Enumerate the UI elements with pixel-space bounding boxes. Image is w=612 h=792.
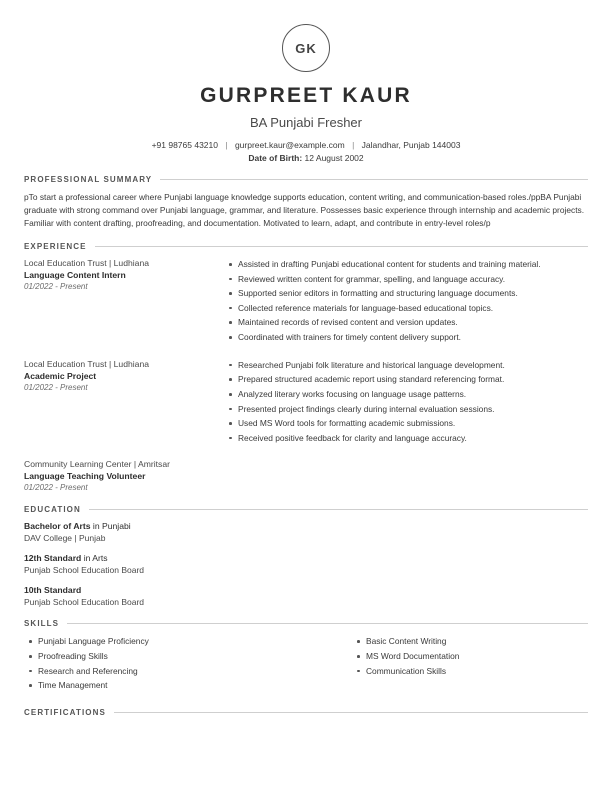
section-heading	[24, 242, 588, 251]
experience-bullet: Assisted in drafting Punjabi educational content for students and training material.	[238, 258, 588, 271]
experience-organization: Local Education Trust | Ludhiana	[24, 258, 150, 269]
education-degree-name: 10th Standard	[24, 585, 82, 596]
section-divider	[89, 509, 588, 510]
section-heading	[24, 175, 588, 184]
dob-label: Date of Birth:	[248, 153, 303, 163]
experience-bullet: Coordinated with trainers for timely content delivery support.	[238, 331, 588, 344]
section-certifications	[24, 708, 588, 717]
experience-role: Language Teaching Volunteer	[24, 471, 146, 482]
experience-dates: 01/2022 - Present	[24, 382, 88, 392]
education-school: DAV College | Punjab	[24, 533, 106, 544]
section-professional-summary	[24, 175, 588, 230]
experience-item	[24, 459, 588, 492]
skill-item: Proofreading Skills	[38, 650, 296, 663]
section-title-experience: EXPERIENCE	[24, 242, 87, 252]
date-of-birth	[24, 153, 588, 163]
section-heading	[24, 708, 588, 717]
experience-item	[24, 258, 588, 346]
section-experience	[24, 242, 588, 492]
experience-meta	[24, 359, 224, 447]
experience-details	[224, 359, 588, 447]
contact-email: gurpreet.kaur@example.com	[234, 140, 345, 150]
experience-bullet: Reviewed written content for grammar, spelling, and language accuracy.	[238, 273, 588, 286]
experience-role: Language Content Intern	[24, 270, 126, 281]
section-title-certifications: CERTIFICATIONS	[24, 707, 106, 717]
contact-separator: |	[225, 140, 228, 150]
education-item	[24, 553, 588, 575]
section-education	[24, 505, 588, 607]
experience-meta	[24, 258, 224, 346]
education-degree-name: Bachelor of Arts	[24, 521, 91, 532]
contact-location: Jalandhar, Punjab 144003	[361, 140, 461, 150]
experience-bullet: Researched Punjabi folk literature and historical language development.	[238, 359, 588, 372]
experience-dates: 01/2022 - Present	[24, 483, 88, 493]
skill-item: Time Management	[38, 679, 296, 692]
experience-bullet-list	[224, 258, 588, 344]
education-item	[24, 585, 588, 607]
experience-bullet: Prepared structured academic report using standard referencing format.	[238, 373, 588, 386]
education-degree	[24, 521, 588, 531]
education-item	[24, 521, 588, 543]
candidate-title: BA Punjabi Fresher	[249, 115, 362, 130]
experience-meta	[24, 459, 224, 492]
section-divider	[114, 712, 588, 713]
section-heading	[24, 619, 588, 628]
education-school: Punjab School Education Board	[24, 565, 145, 576]
monogram-avatar	[282, 24, 330, 72]
education-degree-field: in Arts	[81, 553, 108, 564]
skill-item: MS Word Documentation	[366, 650, 578, 663]
skills-columns	[24, 635, 588, 693]
resume-header	[24, 18, 588, 163]
candidate-name: GURPREET KAUR	[200, 84, 412, 107]
section-divider	[160, 179, 588, 180]
experience-role: Academic Project	[24, 370, 97, 381]
experience-organization: Local Education Trust | Ludhiana	[24, 358, 150, 369]
experience-bullet: Received positive feedback for clarity and language accuracy.	[238, 432, 588, 445]
experience-bullet-list	[224, 359, 588, 445]
section-heading	[24, 505, 588, 514]
experience-details	[224, 258, 588, 346]
skill-item: Research and Referencing	[38, 665, 296, 678]
skill-item: Communication Skills	[366, 665, 578, 678]
experience-bullet: Supported senior editors in formatting and structuring language documents.	[238, 287, 588, 300]
skill-item: Basic Content Writing	[366, 635, 578, 648]
experience-bullet: Collected reference materials for language-based educational topics.	[238, 302, 588, 315]
section-title-education: EDUCATION	[24, 505, 81, 515]
education-school: Punjab School Education Board	[24, 597, 145, 608]
education-degree	[24, 585, 588, 595]
dob-value: 12 August 2002	[302, 153, 364, 163]
education-degree-field: in Punjabi	[90, 521, 131, 532]
section-title-summary: PROFESSIONAL SUMMARY	[24, 175, 153, 184]
section-divider	[67, 623, 588, 624]
skill-item: Punjabi Language Proficiency	[38, 635, 296, 648]
contact-line	[24, 140, 588, 150]
experience-bullet: Maintained records of revised content and version updates.	[238, 316, 588, 329]
skills-list	[24, 635, 296, 691]
section-skills	[24, 619, 588, 693]
skills-list	[352, 635, 578, 677]
section-title-skills: SKILLS	[24, 619, 60, 629]
experience-bullet: Used MS Word tools for formatting academic submissions.	[238, 417, 588, 430]
experience-dates: 01/2022 - Present	[24, 282, 88, 292]
education-degree	[24, 553, 588, 563]
experience-details	[224, 459, 588, 492]
experience-item	[24, 359, 588, 447]
contact-phone: +91 98765 43210	[151, 140, 218, 150]
monogram-initials: GK	[295, 40, 317, 56]
education-degree-name: 12th Standard	[24, 553, 82, 564]
experience-bullet: Analyzed literary works focusing on language usage patterns.	[238, 388, 588, 401]
summary-text: pTo start a professional career where Punjabi language knowledge supports education, content writing, and communication-based roles./ppBA Punjabi graduate with strong command over Punjabi language, grammar, and literature. Possesses basic experience through internship and academic projects. Familiar with content drafting, proofreading, and documentation. Motivated to learn, adapt, and contribute in entry-level roles/p	[24, 192, 585, 229]
skills-column-left	[24, 635, 306, 693]
contact-separator: |	[352, 140, 355, 150]
experience-bullet: Presented project findings clearly during internal evaluation sessions.	[238, 403, 588, 416]
skills-column-right	[306, 635, 588, 693]
experience-organization: Community Learning Center | Amritsar	[24, 459, 170, 470]
section-divider	[95, 246, 588, 247]
